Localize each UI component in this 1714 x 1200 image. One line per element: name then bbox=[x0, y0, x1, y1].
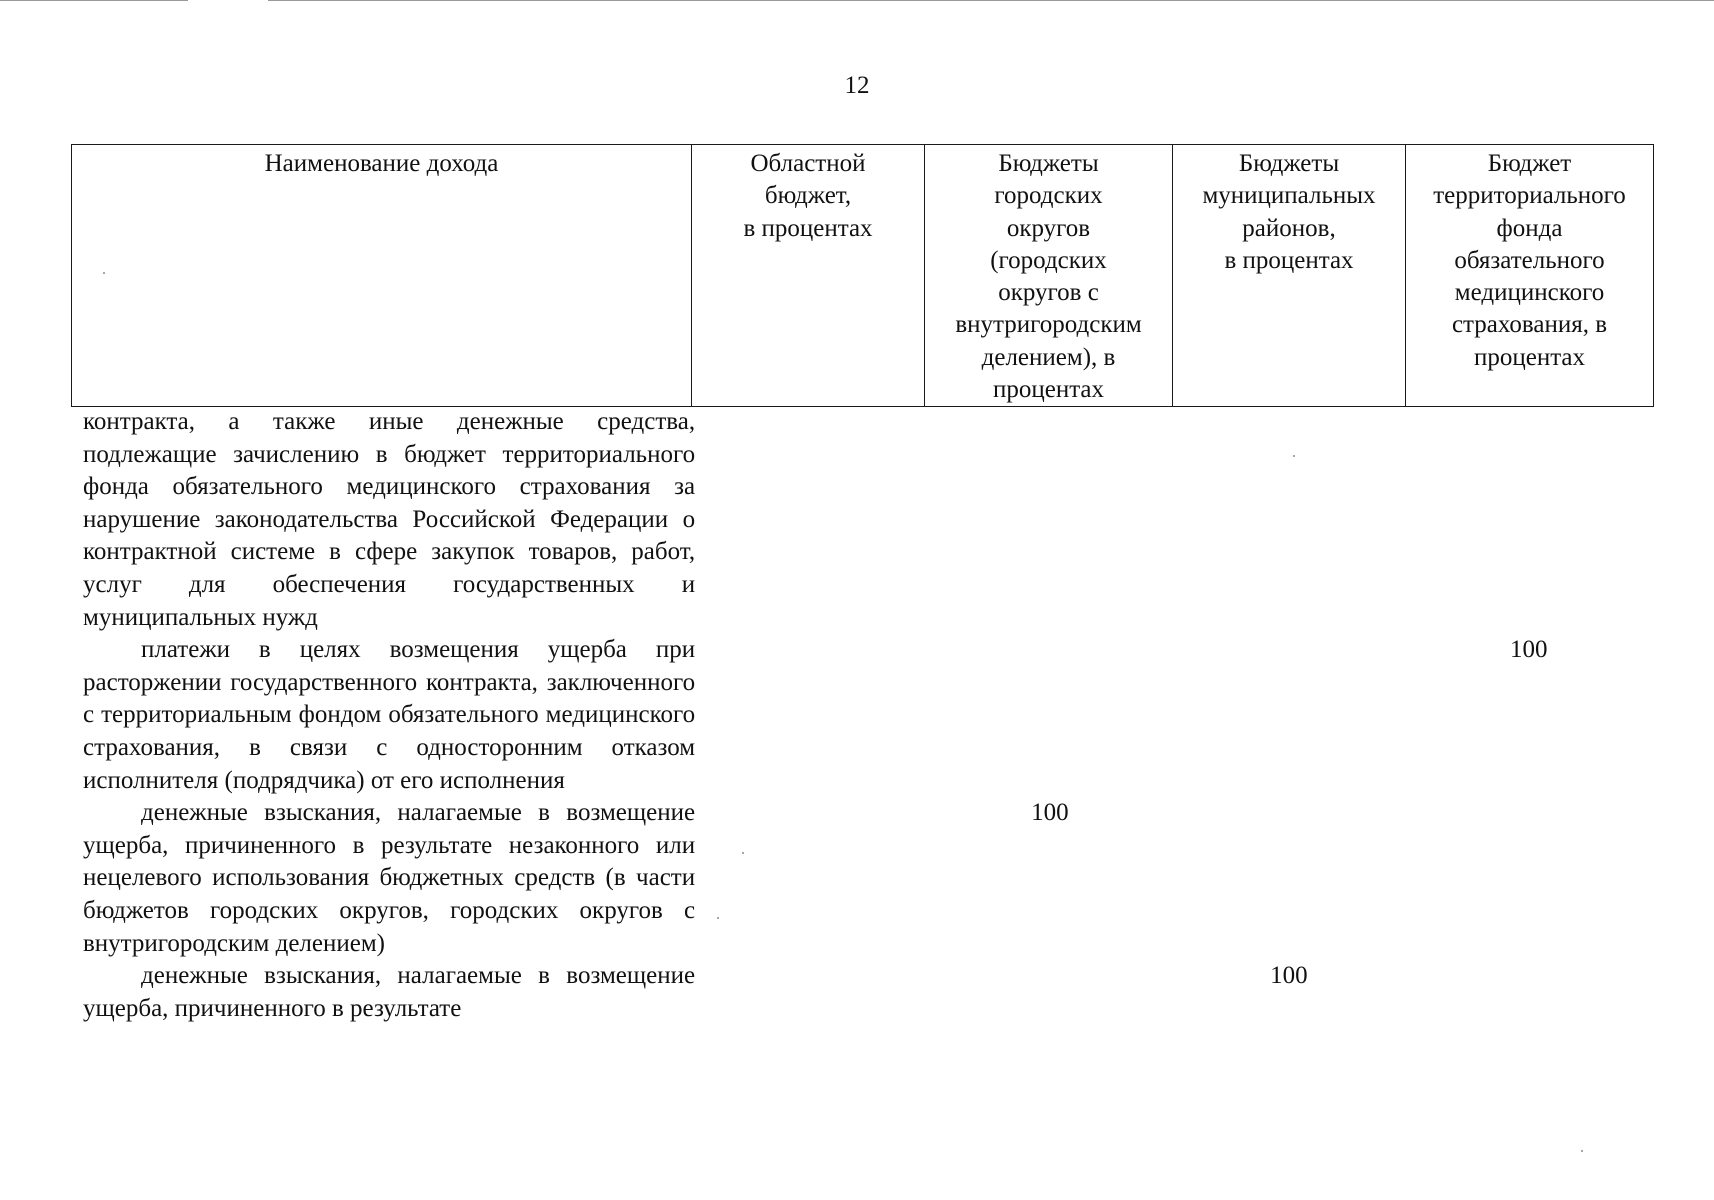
table-row bbox=[71, 406, 1653, 634]
income-name-text: денежные взыскания, налагаемые в возмещение ущерба, причиненного в результате незаконного или нецелевого использования бюджетных средств (в части бюджетов городских округов, городских округов с внутригородским делением) bbox=[83, 799, 696, 957]
income-name-text: контракта, а также иные денежные средства, подлежащие зачислению в бюджет территориального фонда обязательного медицинского страхования за нарушение законодательства Российской Федерации о контрактной системе в сфере закупок товаров, работ, услуг для обеспечения государственных и муниципальных нужд bbox=[83, 408, 696, 631]
income-name-text: денежные взыскания, налагаемые в возмещение ущерба, причиненного в результате bbox=[83, 962, 696, 1022]
table-row bbox=[71, 960, 1653, 1025]
city-districts-cell bbox=[927, 634, 1173, 797]
scan-edge-line bbox=[0, 0, 188, 1]
scan-speck bbox=[1581, 1150, 1583, 1152]
regional-budget-cell bbox=[695, 406, 927, 634]
tfoms-cell bbox=[1405, 406, 1653, 634]
table-row bbox=[71, 797, 1653, 960]
municipal-districts-cell bbox=[1173, 634, 1405, 797]
column-header-city-districts-budget: Бюджеты городских округов (городских округов с внутригородским делением), в процентах bbox=[925, 145, 1173, 407]
column-header-regional-budget: Областной бюджет, в процентах bbox=[692, 145, 925, 407]
tfoms-cell bbox=[1405, 960, 1653, 1025]
municipal-districts-cell bbox=[1173, 406, 1405, 634]
regional-budget-cell bbox=[695, 960, 927, 1025]
scan-edge-line bbox=[268, 0, 1714, 1]
income-name-text: платежи в целях возмещения ущерба при расторжении государственного контракта, заключенного с территориальным фондом обязательного медицинского страхования, в связи с односторонним отказом исполнителя (подрядчика) от его исполнения bbox=[83, 636, 696, 794]
municipal-districts-cell bbox=[1173, 797, 1405, 960]
city-districts-cell: 100 bbox=[1031, 799, 1069, 827]
column-header-municipal-districts-budget: Бюджеты муниципальных районов, в процентах bbox=[1173, 145, 1406, 407]
scan-speck bbox=[1293, 455, 1295, 457]
income-name-cell bbox=[71, 797, 695, 960]
table-header-row bbox=[72, 145, 1654, 407]
income-name-cell bbox=[71, 406, 695, 634]
scan-speck bbox=[742, 852, 744, 854]
city-districts-cell bbox=[927, 406, 1173, 634]
municipal-districts-cell: 100 bbox=[1270, 962, 1308, 990]
tfoms-cell: 100 bbox=[1510, 636, 1548, 664]
column-header-income-name: Наименование дохода bbox=[72, 145, 692, 407]
table-body bbox=[71, 406, 1653, 1025]
regional-budget-cell bbox=[695, 634, 927, 797]
page-number: 12 bbox=[844, 72, 870, 99]
table-header bbox=[71, 144, 1654, 407]
income-name-cell bbox=[71, 634, 695, 797]
table-row bbox=[71, 634, 1653, 797]
scan-speck bbox=[103, 272, 105, 274]
income-name-cell bbox=[71, 960, 695, 1025]
column-header-tfoms-budget: Бюджет территориального фонда обязательного медицинского страхования, в процентах bbox=[1406, 145, 1654, 407]
city-districts-cell bbox=[927, 960, 1173, 1025]
tfoms-cell bbox=[1405, 797, 1653, 960]
regional-budget-cell bbox=[695, 797, 927, 960]
scan-speck bbox=[717, 917, 719, 919]
